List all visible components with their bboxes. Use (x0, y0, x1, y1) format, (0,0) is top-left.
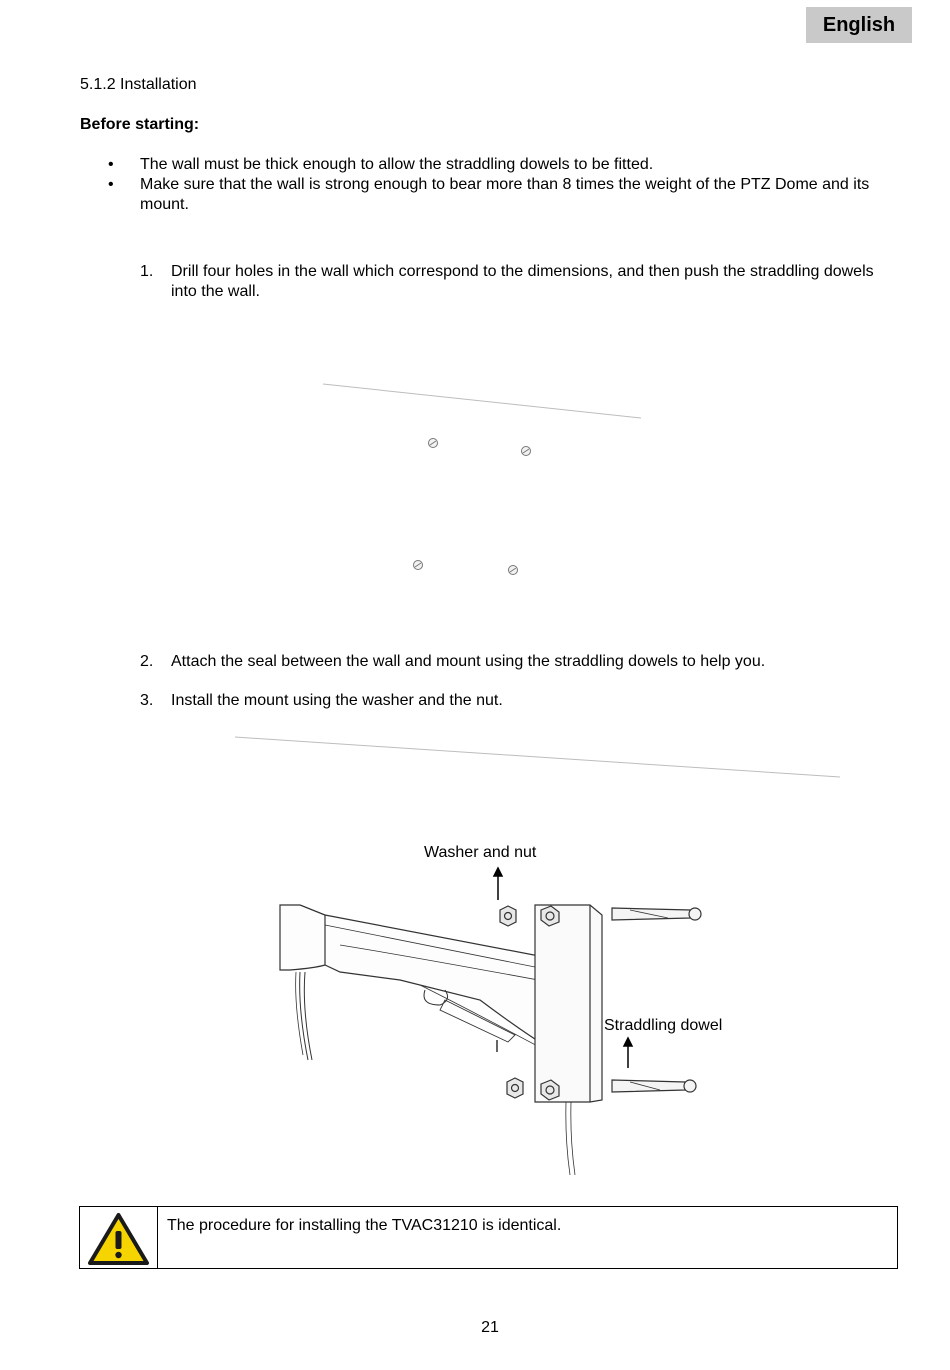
note-icon-cell (80, 1207, 158, 1268)
drill-hole (522, 447, 531, 456)
drill-hole (414, 561, 423, 570)
washer-and-nut-label: Washer and nut (424, 844, 537, 861)
straddling-dowel-label: Straddling dowel (604, 1017, 723, 1034)
wall-edge-line (323, 384, 641, 418)
arrow-up-icon (494, 868, 502, 900)
bullet-text: Make sure that the wall is strong enough to bear more than 8 times the weight of the PTZ Dome and its mount. (140, 176, 870, 213)
drill-hole (429, 439, 438, 448)
straddling-dowel-icon (612, 908, 701, 920)
wall-plate (535, 905, 602, 1102)
step-text: Attach the seal between the wall and mount using the straddling dowels to help you. (171, 653, 766, 670)
bullet-text: The wall must be thick enough to allow the straddling dowels to be fitted. (140, 156, 654, 173)
drill-hole (509, 566, 518, 575)
step-text: Install the mount using the washer and the nut. (171, 692, 503, 709)
mount-figure (235, 737, 840, 1175)
step-number: 2. (140, 653, 154, 670)
bullet-icon: • (108, 176, 114, 193)
warning-icon (80, 1207, 157, 1268)
step-number: 3. (140, 692, 154, 709)
before-starting-heading: Before starting: (80, 116, 200, 133)
section-title: 5.1.2 Installation (80, 76, 197, 93)
note-text: The procedure for installing the TVAC31210 is identical. (167, 1217, 562, 1234)
wall-edge-line (235, 737, 840, 777)
note-box (79, 1206, 898, 1269)
arrow-up-icon (624, 1038, 632, 1068)
step-number: 1. (140, 263, 154, 280)
bullet-icon: • (108, 156, 114, 173)
washer-icon (500, 906, 516, 926)
straddling-dowel-icon (612, 1080, 696, 1092)
page-number: 21 (481, 1319, 499, 1336)
washer-icon (507, 1078, 523, 1098)
drill-holes-figure (323, 384, 641, 575)
step-text: Drill four holes in the wall which correspond to the dimensions, and then push the straddling dowels into the wall. (171, 263, 874, 300)
language-tab: English (806, 7, 912, 43)
